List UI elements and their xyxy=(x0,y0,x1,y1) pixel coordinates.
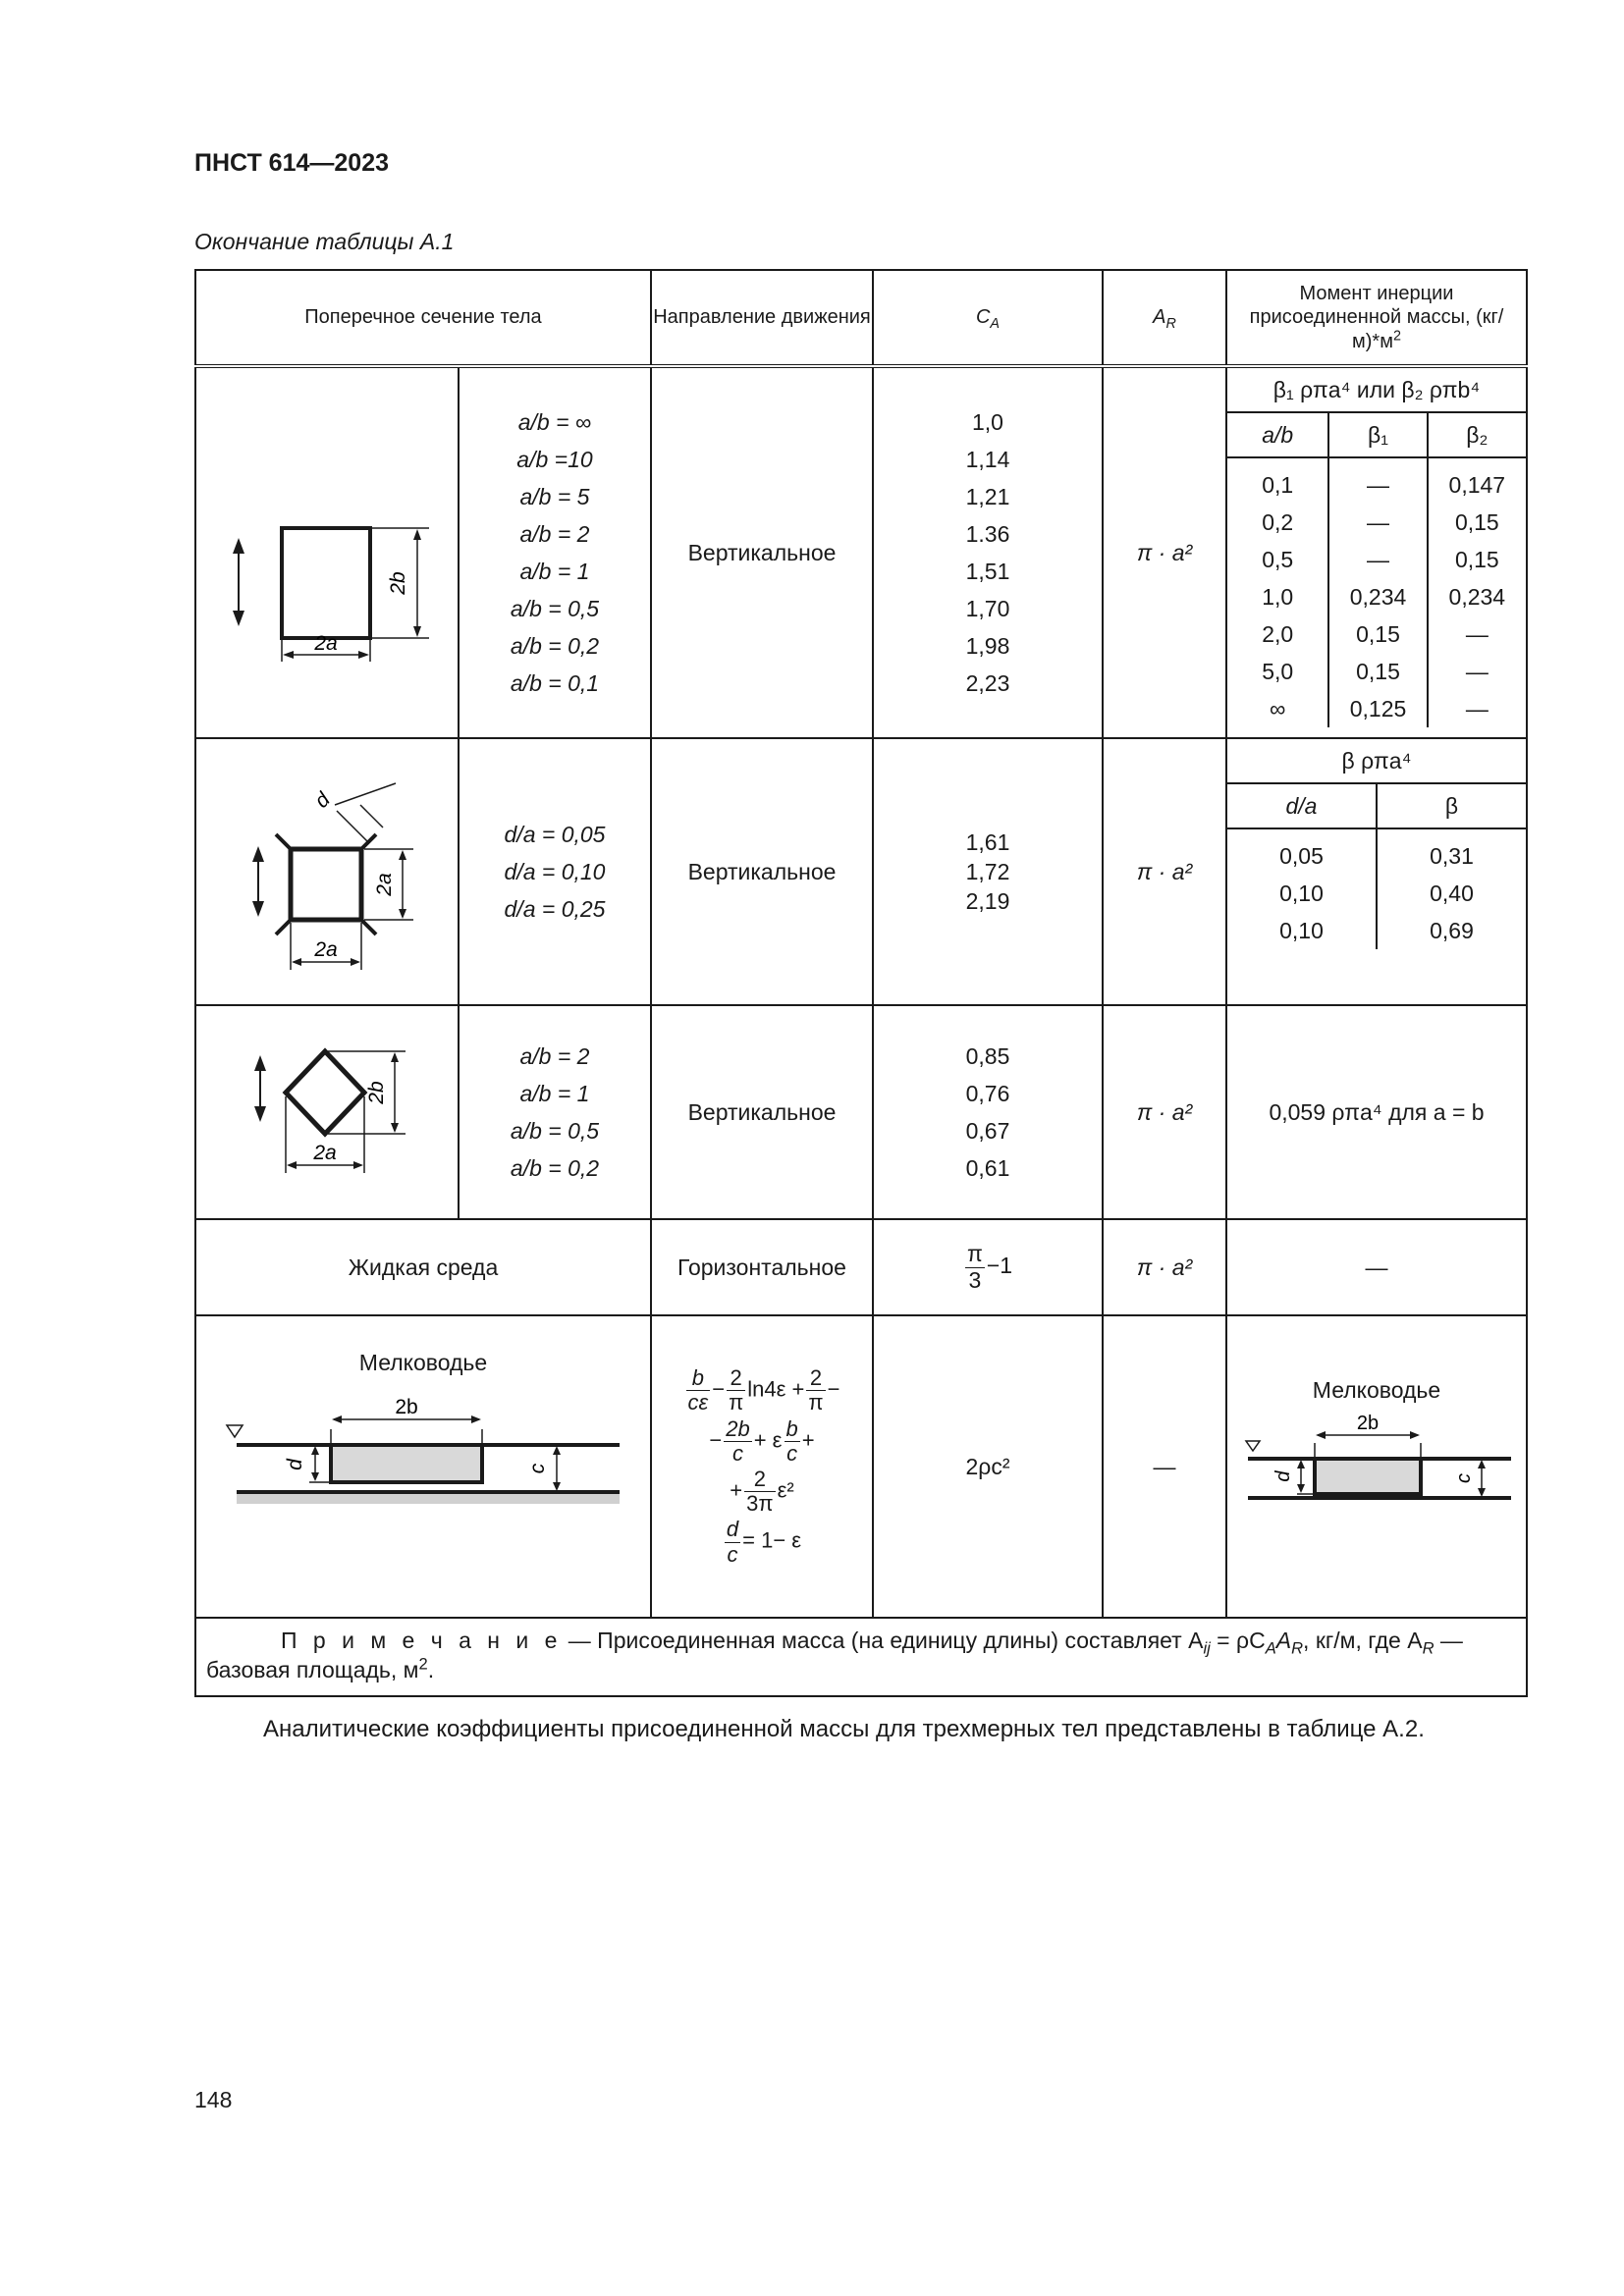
ratio: a/b = ∞ xyxy=(517,409,592,435)
ca-value: 1,51 xyxy=(965,559,1010,584)
moment-subtable-finned xyxy=(1227,739,1526,949)
header-moment: Момент инерции присоединенной массы, $(кг/м)*м^2$ xyxy=(1226,270,1527,366)
ca-value: 2,23 xyxy=(965,670,1010,696)
subheader-ab: a/b xyxy=(1227,412,1328,457)
row-shallow xyxy=(195,1315,1527,1618)
ratio: a/b = 5 xyxy=(519,484,590,509)
ratios-finned xyxy=(459,738,651,1005)
added-mass-table xyxy=(194,269,1528,1697)
dim-2b: 2b xyxy=(395,1396,418,1418)
figure-finned xyxy=(195,738,459,1005)
ca-value: 1,61 xyxy=(965,829,1010,855)
row-finned xyxy=(195,738,1527,1005)
subheader-beta: β xyxy=(1377,783,1526,828)
dim-d: d xyxy=(310,788,335,813)
col-da: 0,05 0,10 0,10 xyxy=(1279,843,1324,943)
direction-fluid: Горизонтальное xyxy=(651,1219,873,1315)
rectangle-section-figure xyxy=(199,430,455,675)
subheader-beta1: β₁ xyxy=(1328,412,1427,457)
ca-value: 1,14 xyxy=(965,447,1010,472)
col-beta1: — — — 0,234 0,15 0,15 0,125 xyxy=(1328,457,1427,727)
ar-finned: π · a² xyxy=(1103,738,1226,1005)
document-id: ПНСТ 614—2023 xyxy=(194,149,389,177)
finned-section-figure xyxy=(199,754,455,989)
dim-2a: 2a xyxy=(314,632,338,655)
figure-rectangle xyxy=(195,366,459,738)
ca-fluid: $\frac{\pi}{3}$ −1 xyxy=(873,1219,1103,1315)
dim-c: c xyxy=(526,1463,549,1474)
ca-value: 1,0 xyxy=(972,409,1003,435)
ca-value: 1.36 xyxy=(965,521,1010,547)
table-caption: Окончание таблицы А.1 xyxy=(194,229,455,254)
row-diamond xyxy=(195,1005,1527,1219)
row-rectangle xyxy=(195,366,1527,738)
ca-value: 1,72 xyxy=(965,859,1010,884)
ratio: a/b = 2 xyxy=(519,521,590,547)
direction-finned: Вертикальное xyxy=(651,738,873,1005)
dim-c: c xyxy=(1453,1473,1475,1483)
row-fluid xyxy=(195,1219,1527,1315)
ratio: a/b = 0,5 xyxy=(510,1118,600,1144)
ratio: a/b = 1 xyxy=(519,559,590,584)
ratio: d/a = 0,10 xyxy=(504,859,606,884)
row-note xyxy=(195,1618,1527,1696)
header-ca: $C_A$ xyxy=(873,270,1103,366)
table-header-row xyxy=(195,270,1527,366)
figure-diamond xyxy=(195,1005,459,1219)
moment-rectangle xyxy=(1226,366,1527,738)
direction-rectangle: Вертикальное xyxy=(651,366,873,738)
col-ab: 0,1 0,2 0,5 1,0 2,0 5,0 ∞ xyxy=(1262,472,1294,721)
table-note: П р и м е ч а н и е — Присоединенная масса (на единицу длины) составляет $A_{ij} = \rho C_AA_R$, кг/м, где $A_R$ — базовая площадь, $м^2$. xyxy=(195,1618,1527,1696)
ratio: a/b =10 xyxy=(516,447,593,472)
moment-finned xyxy=(1226,738,1527,1005)
ratios-rectangle xyxy=(459,366,651,738)
header-direction: Направление движения xyxy=(651,270,873,366)
moment-subtable-rectangle xyxy=(1227,368,1526,727)
moment-shallow xyxy=(1226,1315,1527,1618)
ca-value: 0,61 xyxy=(965,1155,1010,1181)
dim-2b: 2b xyxy=(387,571,409,595)
page-number: 148 xyxy=(194,2087,233,2112)
moment-shallow-label: Мелководье xyxy=(1312,1377,1441,1403)
ratios-diamond xyxy=(459,1005,651,1219)
ca-value: 1,70 xyxy=(965,596,1010,621)
fluid-label: Жидкая среда xyxy=(195,1219,651,1315)
ratio: d/a = 0,25 xyxy=(504,896,606,922)
shallow-label: Мелководье xyxy=(358,1350,488,1375)
ar-shallow: — xyxy=(1103,1315,1226,1618)
ca-diamond xyxy=(873,1005,1103,1219)
ar-fluid: π · a² xyxy=(1103,1219,1226,1315)
header-section: Поперечное сечение тела xyxy=(195,270,651,366)
ca-value: 2,19 xyxy=(965,888,1010,914)
moment-title: β ρπa⁴ xyxy=(1227,739,1526,783)
ar-diamond: π · a² xyxy=(1103,1005,1226,1219)
dim-d: d xyxy=(1272,1470,1294,1482)
col-beta2: 0,147 0,15 0,15 0,234 — — — xyxy=(1428,457,1526,727)
diamond-section-figure xyxy=(199,1014,455,1210)
shallow-figure-cell xyxy=(195,1315,651,1618)
following-paragraph: Аналитические коэффициенты присоединенной массы для трехмерных тел представлены в таблице А.2. xyxy=(263,1716,1425,1742)
ca-value: 0,76 xyxy=(965,1081,1010,1106)
dim-2b: 2b xyxy=(1356,1413,1380,1434)
moment-diamond: 0,059 ρπa⁴ для a = b xyxy=(1226,1005,1527,1219)
ar-rectangle: π · a² xyxy=(1103,366,1226,738)
ca-value: 1,98 xyxy=(965,633,1010,659)
ca-rectangle xyxy=(873,366,1103,738)
ca-value: 0,85 xyxy=(965,1043,1010,1069)
dim-2a: 2a xyxy=(313,1142,337,1164)
ratio: a/b = 0,5 xyxy=(510,596,600,621)
ca-finned xyxy=(873,738,1103,1005)
ratio: a/b = 0,2 xyxy=(510,633,600,659)
ca-value: 1,21 xyxy=(965,484,1010,509)
moment-title: β₁ ρπa⁴ или β₂ ρπb⁴ xyxy=(1227,368,1526,412)
ca-value: 0,67 xyxy=(965,1118,1010,1144)
dim-2b: 2b xyxy=(365,1081,388,1104)
shallow-water-moment-figure xyxy=(1234,1412,1519,1539)
ratio: a/b = 0,1 xyxy=(510,670,600,696)
dim-2a-bottom: 2a xyxy=(314,938,338,961)
col-beta: 0,31 0,40 0,69 xyxy=(1377,828,1526,949)
ratio: a/b = 0,2 xyxy=(510,1155,600,1181)
note-label: П р и м е ч а н и е xyxy=(281,1628,563,1653)
subheader-beta2: β₂ xyxy=(1428,412,1526,457)
ratio: d/a = 0,05 xyxy=(504,822,606,847)
shallow-water-figure xyxy=(207,1390,639,1537)
shallow-formula: $\frac{b}{c\varepsilon}$ − $\frac{2}{\pi}$ ln4ε + $\frac{2}{\pi}$ − − $\frac{2b}{c}$ + ε $\frac{b}{c}$ + + $\frac{2}{3\pi}$ ε² $\frac{d}{c}$ = 1− ε xyxy=(651,1315,873,1618)
ratio: a/b = 1 xyxy=(519,1081,590,1106)
direction-diamond: Вертикальное xyxy=(651,1005,873,1219)
dim-d: d xyxy=(284,1459,306,1470)
moment-fluid: — xyxy=(1226,1219,1527,1315)
ca-shallow: 2ρc² xyxy=(873,1315,1103,1618)
dim-2a-side: 2a xyxy=(373,873,396,896)
ratio: a/b = 2 xyxy=(519,1043,590,1069)
subheader-da: d/a xyxy=(1227,783,1377,828)
header-ar: $A_R$ xyxy=(1103,270,1226,366)
